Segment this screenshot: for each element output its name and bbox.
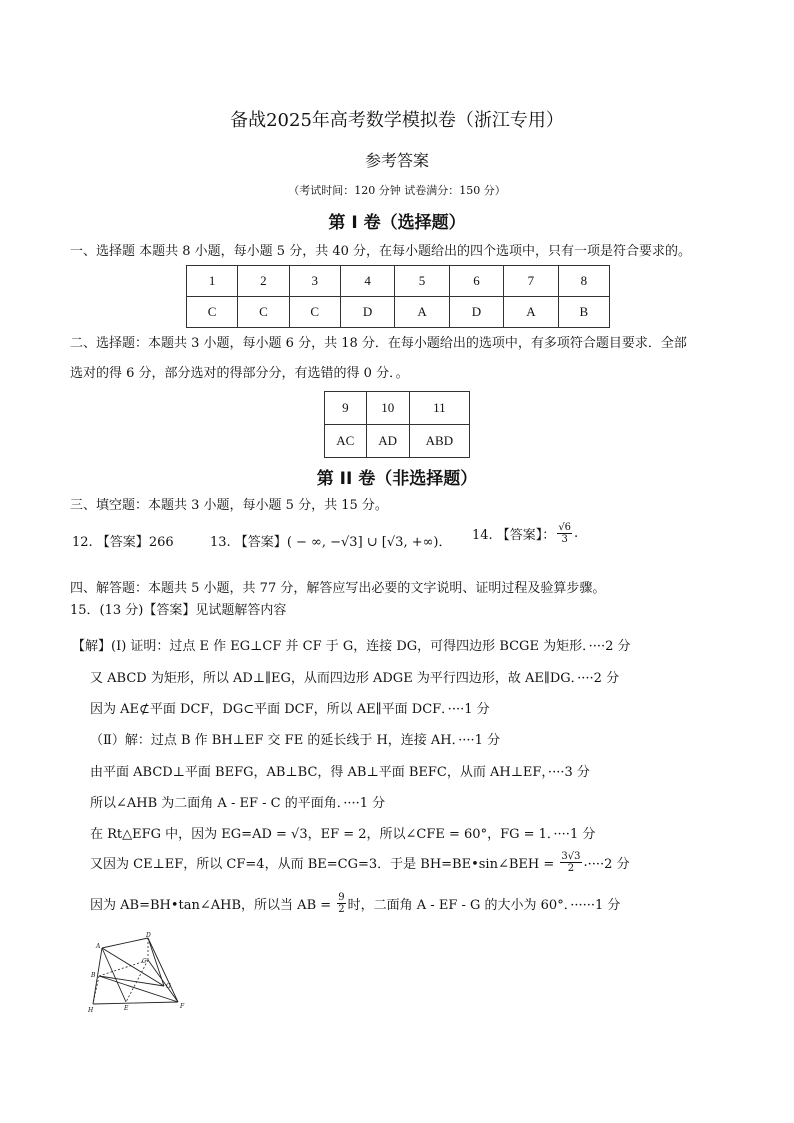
q12-answer <box>72 531 174 550</box>
solution-line: 又 ABCD 为矩形，所以 AD⊥∥EG，从而四边形 ADGE 为平行四边形，故 AE∥DG．····2 分 <box>90 671 620 686</box>
edge-ad <box>102 938 148 948</box>
section2-instructions-line2: 选对的得 6 分，部分选对的得部分分，有选错的得 0 分．。 <box>70 366 409 381</box>
edge-cf <box>148 960 178 1002</box>
point-label: B <box>91 972 96 979</box>
table-cell: 2 <box>238 266 289 297</box>
solution-line: 【解】(Ⅰ) 证明：过点 E 作 EG⊥CF 并 CF 于 G，连接 DG，可得四边形 BCGE 为矩形．····2 分 <box>72 639 631 654</box>
point-label: E <box>124 1005 129 1012</box>
part1-heading: 第 I 卷（选择题） <box>328 213 466 233</box>
table-cell: D <box>449 297 503 328</box>
fraction-denominator: 2 <box>567 863 575 874</box>
edge-bh <box>93 976 99 1004</box>
edge-ae <box>102 948 126 1002</box>
solution-text: 又因为 CE⊥EF，所以 CF=4，从而 BE=CG=3．于是 BH=BE•sin∠BEH = <box>90 857 559 872</box>
fraction-denominator: 3 <box>561 534 568 545</box>
table-cell: ABD <box>409 425 469 458</box>
q14-label: 14. 【答案】： <box>472 528 556 543</box>
table-cell: A <box>504 297 558 328</box>
edge-bc <box>99 960 148 976</box>
table-cell: 4 <box>340 266 394 297</box>
part2-heading: 第 II 卷（非选择题） <box>316 469 478 489</box>
section2-instructions-line1: 二、选择题：本题共 3 小题，每小题 6 分，共 18 分．在每小题给出的选项中，有多项符合题目要求．全部 <box>70 336 687 351</box>
table-row <box>325 392 470 425</box>
point-label: F <box>180 1003 185 1010</box>
table-cell: D <box>340 297 394 328</box>
fraction-denominator: 2 <box>338 904 345 915</box>
section1-instructions: 一、选择题 本题共 8 小题，每小题 5 分，共 40 分，在每小题给出的四个选项中，只有一项是符合要求的。 <box>70 244 692 259</box>
table-row <box>187 297 610 328</box>
fraction-numerator: 3√3 <box>561 851 581 862</box>
q13-label: 13. 【答案】 <box>210 535 287 550</box>
table-cell: AD <box>366 425 409 458</box>
point-label: G <box>166 983 171 990</box>
section4-instructions: 四、解答题：本题共 5 小题，共 77 分，解答应写出必要的文字说明、证明过程及验算步骤。 <box>70 581 606 596</box>
solution-line: 在 Rt△EFG 中，因为 EG=AD = √3，EF = 2，所以∠CFE = 60°，FG = 1．····1 分 <box>90 827 596 842</box>
solution-line-bh: 又因为 CE⊥EF，所以 CF=4，从而 BE=CG=3．于是 BH=BE•sin∠BEH = $\frac{3√3}{2}$ .····2 分 <box>90 851 630 874</box>
table-cell: 8 <box>558 266 609 297</box>
edge-bg <box>99 976 164 986</box>
table-cell: C <box>187 297 238 328</box>
table-cell: B <box>558 297 609 328</box>
table-cell: A <box>395 297 449 328</box>
q12-label: 12. 【答案】 <box>72 535 149 550</box>
solution-line: 由平面 ABCD⊥平面 BEFG，AB⊥BC，得 AB⊥平面 BEFC，从而 AH⊥EF，····3 分 <box>90 765 590 780</box>
table-cell: 6 <box>449 266 503 297</box>
section3-instructions: 三、填空题：本题共 3 小题，每小题 5 分，共 15 分。 <box>70 498 388 513</box>
table-cell: 1 <box>187 266 238 297</box>
ab-fraction <box>337 892 345 915</box>
table-row <box>325 425 470 458</box>
table-row <box>187 266 610 297</box>
answer-table-2 <box>324 391 470 458</box>
point-label: H <box>88 1007 94 1014</box>
solution-line-ab <box>90 892 620 915</box>
table-cell: C <box>238 297 289 328</box>
table-cell: 3 <box>289 266 340 297</box>
answer-table-1 <box>186 265 610 328</box>
table-cell: 9 <box>325 392 367 425</box>
solution-score: ····2 分 <box>587 857 630 872</box>
page-title: 备战2025年高考数学模拟卷（浙江专用） <box>230 110 564 131</box>
edge-hf <box>93 1002 178 1004</box>
edge-df <box>148 938 178 1002</box>
q12-value: 266 <box>148 535 174 550</box>
q13-value: ( − ∞, −√3] ∪ [√3, +∞)． <box>286 535 452 550</box>
q14-answer: 14. 【答案】： $\frac{√6}{3}$ . <box>472 522 579 545</box>
fraction-numerator: 9 <box>338 892 345 903</box>
answer-subtitle: 参考答案 <box>364 151 429 170</box>
table-cell: 10 <box>366 392 409 425</box>
solution-line: （Ⅱ）解：过点 B 作 BH⊥EF 交 FE 的延长线于 H，连接 AH．····1 分 <box>90 733 501 748</box>
point-label: C <box>142 958 147 965</box>
table-cell: AC <box>325 425 367 458</box>
geometry-figure <box>86 930 196 1015</box>
solution-line: 因为 AE⊄平面 DCF，DG⊂平面 DCF，所以 AE∥平面 DCF．····1 分 <box>90 702 490 717</box>
exam-time-info: （考试时间：120 分钟 试卷满分：150 分） <box>288 184 506 197</box>
q14-fraction <box>557 522 572 545</box>
table-cell: C <box>289 297 340 328</box>
q13-answer <box>210 531 452 550</box>
solution-line: 所以∠AHB 为二面角 A - EF - C 的平面角．····1 分 <box>90 796 386 811</box>
table-cell: 11 <box>409 392 469 425</box>
point-label: D <box>146 932 151 939</box>
table-cell: 7 <box>504 266 558 297</box>
q15-heading: 15．(13 分)【答案】见试题解答内容 <box>70 603 287 618</box>
point-label: A <box>96 943 101 950</box>
solution-text: 时，二面角 A - EF - G 的大小为 60°．······1 分 <box>347 898 621 913</box>
fraction-numerator: √6 <box>558 522 572 533</box>
table-cell: 5 <box>395 266 449 297</box>
bh-fraction <box>560 851 581 874</box>
solution-text: 因为 AB=BH•tan∠AHB，所以当 AB = <box>90 898 336 913</box>
